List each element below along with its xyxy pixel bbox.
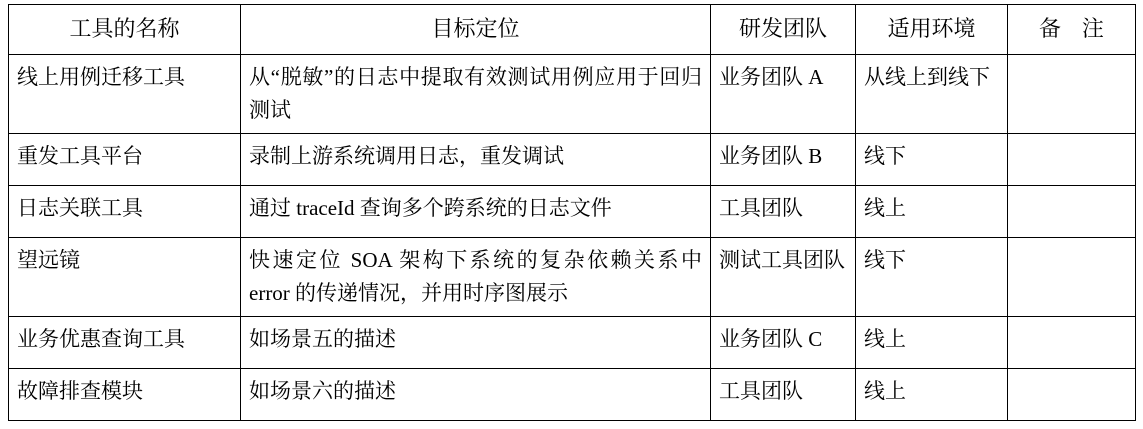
cell-tool-remark bbox=[1008, 55, 1136, 134]
cell-tool-remark bbox=[1008, 369, 1136, 421]
table-header-row bbox=[9, 5, 1136, 55]
table-row bbox=[9, 186, 1136, 238]
table-row bbox=[9, 238, 1136, 317]
column-header-positioning: 目标定位 bbox=[241, 5, 711, 55]
table-body bbox=[9, 55, 1136, 421]
table-row bbox=[9, 369, 1136, 421]
cell-tool-env: 线下 bbox=[856, 134, 1008, 186]
cell-tool-name: 望远镜 bbox=[9, 238, 241, 317]
cell-tool-desc: 如场景六的描述 bbox=[241, 369, 711, 421]
table-row bbox=[9, 134, 1136, 186]
column-header-name: 工具的名称 bbox=[9, 5, 241, 55]
cell-tool-team: 工具团队 bbox=[711, 186, 856, 238]
table-row bbox=[9, 55, 1136, 134]
column-header-team: 研发团队 bbox=[711, 5, 856, 55]
cell-tool-name: 日志关联工具 bbox=[9, 186, 241, 238]
cell-tool-remark bbox=[1008, 134, 1136, 186]
cell-tool-desc: 录制上游系统调用日志，重发调试 bbox=[241, 134, 711, 186]
cell-tool-desc: 从“脱敏”的日志中提取有效测试用例应用于回归测试 bbox=[241, 55, 711, 134]
cell-tool-name: 故障排查模块 bbox=[9, 369, 241, 421]
cell-tool-env: 线下 bbox=[856, 238, 1008, 317]
cell-tool-team: 测试工具团队 bbox=[711, 238, 856, 317]
cell-tool-team: 业务团队 B bbox=[711, 134, 856, 186]
cell-tool-team: 工具团队 bbox=[711, 369, 856, 421]
column-header-environment: 适用环境 bbox=[856, 5, 1008, 55]
cell-tool-team: 业务团队 A bbox=[711, 55, 856, 134]
cell-tool-remark bbox=[1008, 186, 1136, 238]
cell-tool-desc: 快速定位 SOA 架构下系统的复杂依赖关系中 error 的传递情况，并用时序图展示 bbox=[241, 238, 711, 317]
cell-tool-env: 线上 bbox=[856, 186, 1008, 238]
cell-tool-desc: 通过 traceId 查询多个跨系统的日志文件 bbox=[241, 186, 711, 238]
cell-tool-name: 重发工具平台 bbox=[9, 134, 241, 186]
cell-tool-env: 从线上到线下 bbox=[856, 55, 1008, 134]
cell-tool-name: 业务优惠查询工具 bbox=[9, 317, 241, 369]
cell-tool-desc: 如场景五的描述 bbox=[241, 317, 711, 369]
column-header-remark: 备 注 bbox=[1008, 5, 1136, 55]
tools-table bbox=[8, 4, 1136, 421]
table-header bbox=[9, 5, 1136, 55]
cell-tool-env: 线上 bbox=[856, 317, 1008, 369]
table-row bbox=[9, 317, 1136, 369]
cell-tool-name: 线上用例迁移工具 bbox=[9, 55, 241, 134]
cell-tool-remark bbox=[1008, 317, 1136, 369]
cell-tool-team: 业务团队 C bbox=[711, 317, 856, 369]
cell-tool-remark bbox=[1008, 238, 1136, 317]
cell-tool-env: 线上 bbox=[856, 369, 1008, 421]
